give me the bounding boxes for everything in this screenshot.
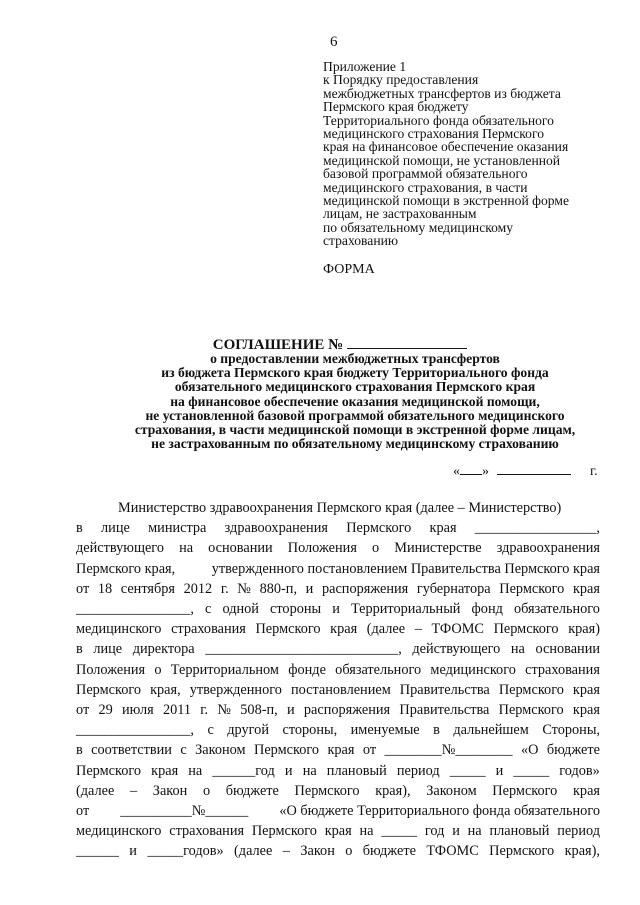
body-word: на [467, 823, 482, 840]
appendix-line: края на финансовое обеспечение оказания [323, 139, 569, 155]
body-word: и [305, 580, 314, 597]
body-word: Закон [300, 843, 335, 860]
body-word: здравоохранения [496, 540, 600, 557]
body-word: соответствии [91, 742, 172, 759]
body-line [76, 761, 600, 781]
body-line [76, 660, 600, 680]
body-word: сентября [120, 580, 175, 597]
body-word: дальнейшем [453, 722, 529, 739]
body-word: края [572, 681, 600, 698]
body-word: и [286, 702, 295, 719]
body-word: в [76, 520, 83, 537]
body-line [76, 538, 600, 558]
body-word: и [284, 762, 293, 779]
body-word: о [371, 540, 380, 557]
body-word: медицинского [76, 823, 162, 840]
body-word: на [179, 540, 194, 557]
body-word: здравоохранения [224, 520, 328, 537]
body-line [76, 781, 600, 801]
subtitle-line: о предоставлении межбюджетных трансфертов [210, 351, 500, 366]
body-line [76, 639, 600, 659]
body-word: Пермского [251, 823, 317, 840]
body-line [76, 559, 600, 579]
body-word: Пермского [489, 843, 555, 860]
body-word: Закон [152, 782, 188, 799]
body-word: о [154, 661, 162, 678]
body-word: на [302, 762, 317, 779]
body-word: края), [375, 782, 411, 799]
body-word: распоряжения [303, 702, 391, 719]
year-suffix: г. [590, 464, 598, 479]
body-word: лице [101, 520, 130, 537]
body-word: действующего [412, 641, 501, 658]
body-word: 880-п, [259, 580, 298, 597]
body-word: плановый [326, 762, 387, 779]
body-word: от [362, 742, 377, 759]
body-word: медицинского [430, 661, 516, 678]
body-line [76, 821, 600, 841]
subtitle-line: из бюджета Пермского края бюджету Территориального фонда [161, 365, 549, 381]
agreement-body [76, 498, 600, 862]
body-word: Министерство здравоохранения Пермского края (далее – Министерство) [118, 500, 562, 516]
body-word: – [129, 782, 138, 799]
body-word: основании [208, 540, 273, 557]
body-word: министра [148, 520, 207, 537]
appendix-line: Территориального фонда обязательного [323, 112, 554, 128]
body-word: 508-п, [240, 702, 278, 719]
body-word: лице [93, 641, 123, 658]
body-word: Пермского [493, 621, 559, 638]
body-word: Пермского [255, 621, 321, 638]
body-word: губернатора [416, 580, 491, 597]
body-word: ______год [212, 762, 275, 779]
body-word: от [76, 580, 90, 597]
forma-label: ФОРМА [323, 262, 375, 277]
appendix-line: базовой программой обязательного [323, 166, 528, 182]
body-word: Пермского [76, 762, 142, 779]
body-word: действующего [76, 540, 164, 557]
body-word: № [217, 702, 232, 719]
body-word: края) [568, 621, 600, 638]
body-line [76, 740, 600, 760]
appendix-line: медицинской помощи, не установленной [323, 152, 561, 168]
body-word: Законом [195, 742, 246, 759]
body-word: фонд [471, 601, 503, 618]
body-word: Министерстве [394, 540, 482, 557]
body-word: бюджете [225, 782, 279, 799]
body-word: в [433, 722, 440, 739]
body-word: Законом [426, 782, 477, 799]
body-word: другой [227, 722, 269, 739]
appendix-line: медицинской помощи в экстренной форме [323, 193, 569, 209]
body-word: о [345, 843, 353, 860]
body-word: (далее [366, 621, 406, 638]
body-word: страхования [169, 823, 245, 840]
body-word: с [207, 722, 214, 739]
body-word: – [414, 621, 422, 638]
body-word: Положения [76, 661, 146, 678]
body-word: края [324, 823, 352, 840]
appendix-line: по обязательному медицинскому [323, 219, 514, 235]
body-word: годов» [559, 762, 600, 779]
body-word: ТФОМС [431, 621, 484, 638]
body-word: 2012 [183, 580, 213, 597]
day-blank [460, 461, 482, 475]
appendix-line: Пермского края бюджету [323, 99, 469, 115]
body-word: страхования [171, 621, 246, 638]
body-word: июля [122, 702, 154, 719]
month-blank [497, 461, 571, 475]
subtitle-line: не установленной базовой программой обязательного медицинского [145, 407, 565, 423]
body-word: Положения [287, 540, 357, 557]
body-word: на [510, 641, 525, 658]
body-word: Пермского [294, 782, 360, 799]
body-word: утвержденного постановлением Правительства Пермского края [211, 560, 600, 577]
body-word: страхования [525, 661, 600, 678]
date-line [453, 461, 598, 480]
body-word: 18 [97, 580, 113, 597]
body-word: края [572, 580, 600, 597]
body-word: (далее [76, 782, 115, 799]
body-word: на [188, 762, 203, 779]
body-word: Пермского [254, 742, 320, 759]
body-word: ________________, [76, 601, 194, 618]
body-word: в [76, 641, 83, 658]
body-word: с [205, 601, 212, 618]
body-line [76, 720, 600, 740]
body-word: утвержденного [189, 681, 282, 698]
body-word: __________№______ [120, 803, 249, 820]
body-word: бюджете [362, 843, 416, 860]
body-word: постановлением [290, 681, 391, 698]
body-word: _________________, [474, 520, 600, 537]
appendix-block [323, 60, 623, 248]
agreement-number-blank [347, 334, 467, 349]
body-word: Пермского [498, 702, 564, 719]
appendix-line: медицинского страхования, в части [323, 179, 528, 195]
body-word: края [327, 742, 355, 759]
body-word: – [282, 843, 290, 860]
body-word: и [452, 823, 460, 840]
body-word: именуемые [350, 722, 420, 739]
body-word: 2011 [162, 702, 192, 719]
body-word: г. [220, 580, 229, 597]
page-number: 6 [330, 34, 338, 50]
body-word: ___________________________, [205, 641, 402, 658]
body-word: Стороны, [542, 722, 600, 739]
body-word: Пермского [498, 681, 564, 698]
body-word: ТФОМС [426, 843, 479, 860]
subtitle-line: обязательного медицинского страхования Пермского края [174, 379, 536, 395]
body-line [76, 801, 600, 821]
body-word: и [495, 762, 504, 779]
body-word: период [557, 823, 600, 840]
body-word: края), [564, 843, 600, 860]
body-word: края [429, 520, 457, 537]
body-word: края [572, 782, 600, 799]
body-word: Пермского края, [76, 560, 176, 577]
body-line [76, 841, 600, 861]
subtitle-line: не застрахованным по обязательному медицинскому страхованию [151, 436, 559, 452]
body-word: ________№________ [384, 742, 513, 759]
body-word: края [572, 702, 600, 719]
body-line [76, 680, 600, 700]
body-word: _____ [513, 762, 550, 779]
body-word: _____ [381, 823, 418, 840]
appendix-line: страхованию [323, 233, 399, 249]
body-word: с [180, 742, 187, 759]
body-word: на [359, 823, 374, 840]
body-word: 29 [98, 702, 113, 719]
body-word: края [330, 621, 358, 638]
appendix-line: лицам, не застрахованным [323, 206, 477, 222]
body-word: «О бюджете Территориального фонда обязательного [279, 803, 600, 820]
body-word: обязательного [513, 601, 600, 618]
agreement-subtitle [90, 352, 620, 451]
body-word: медицинского [76, 621, 162, 638]
body-word: Правительства [399, 702, 490, 719]
body-word: основании [535, 641, 600, 658]
body-word: обязательного [335, 661, 422, 678]
body-word: Пермского [492, 782, 558, 799]
body-word: ______ [76, 843, 119, 860]
body-word: Пермского [499, 580, 565, 597]
body-line [76, 700, 600, 720]
body-word: Пермского [76, 681, 142, 698]
body-word: в [76, 742, 83, 759]
body-word: стороны [270, 601, 322, 618]
body-line [76, 619, 600, 639]
body-line [76, 518, 600, 538]
body-word: бюджете [546, 742, 600, 759]
body-word: распоряжения [321, 580, 409, 597]
body-word: Территориальный [350, 601, 461, 618]
subtitle-line: страхования, в части медицинской помощи в экстренной форме лицам, [134, 422, 576, 438]
body-word: стороны, [282, 722, 338, 739]
agreement-title-text: СОГЛАШЕНИЕ № [212, 337, 344, 353]
date-close-quote: » [482, 464, 489, 479]
body-word: плановый [489, 823, 550, 840]
body-word: № [237, 580, 251, 597]
body-line [76, 599, 600, 619]
body-word: _____годов» [147, 843, 224, 860]
appendix-line: к Порядку предоставления [323, 72, 479, 88]
subtitle-line: на финансовое обеспечение оказания медицинской помощи, [170, 393, 540, 409]
body-word: края [151, 762, 179, 779]
appendix-line: межбюджетных трансфертов из бюджета [323, 85, 561, 101]
body-word: год [424, 823, 445, 840]
body-word: г. [200, 702, 209, 719]
body-word: период [396, 762, 440, 779]
appendix-line: Приложение 1 [323, 59, 407, 74]
body-word: от [76, 803, 90, 820]
body-word: фонде [288, 661, 326, 678]
body-word: (далее [234, 843, 273, 860]
date-open-quote: « [453, 464, 460, 479]
appendix-line: медицинского страхования Пермского [323, 126, 544, 142]
body-word: от [76, 702, 90, 719]
body-word: ________________, [76, 722, 194, 739]
body-word: о [202, 782, 211, 799]
body-line [76, 579, 600, 599]
body-word: Пермского [346, 520, 412, 537]
body-line [76, 498, 600, 518]
body-word: «О [520, 742, 539, 759]
body-word: одной [222, 601, 259, 618]
body-word: директора [132, 641, 195, 658]
body-word: Правительства [399, 681, 490, 698]
body-word: Территориальном [170, 661, 279, 678]
body-word: края, [150, 681, 181, 698]
body-word: и [332, 601, 340, 618]
body-word: _____ [449, 762, 486, 779]
body-word: и [129, 843, 137, 860]
